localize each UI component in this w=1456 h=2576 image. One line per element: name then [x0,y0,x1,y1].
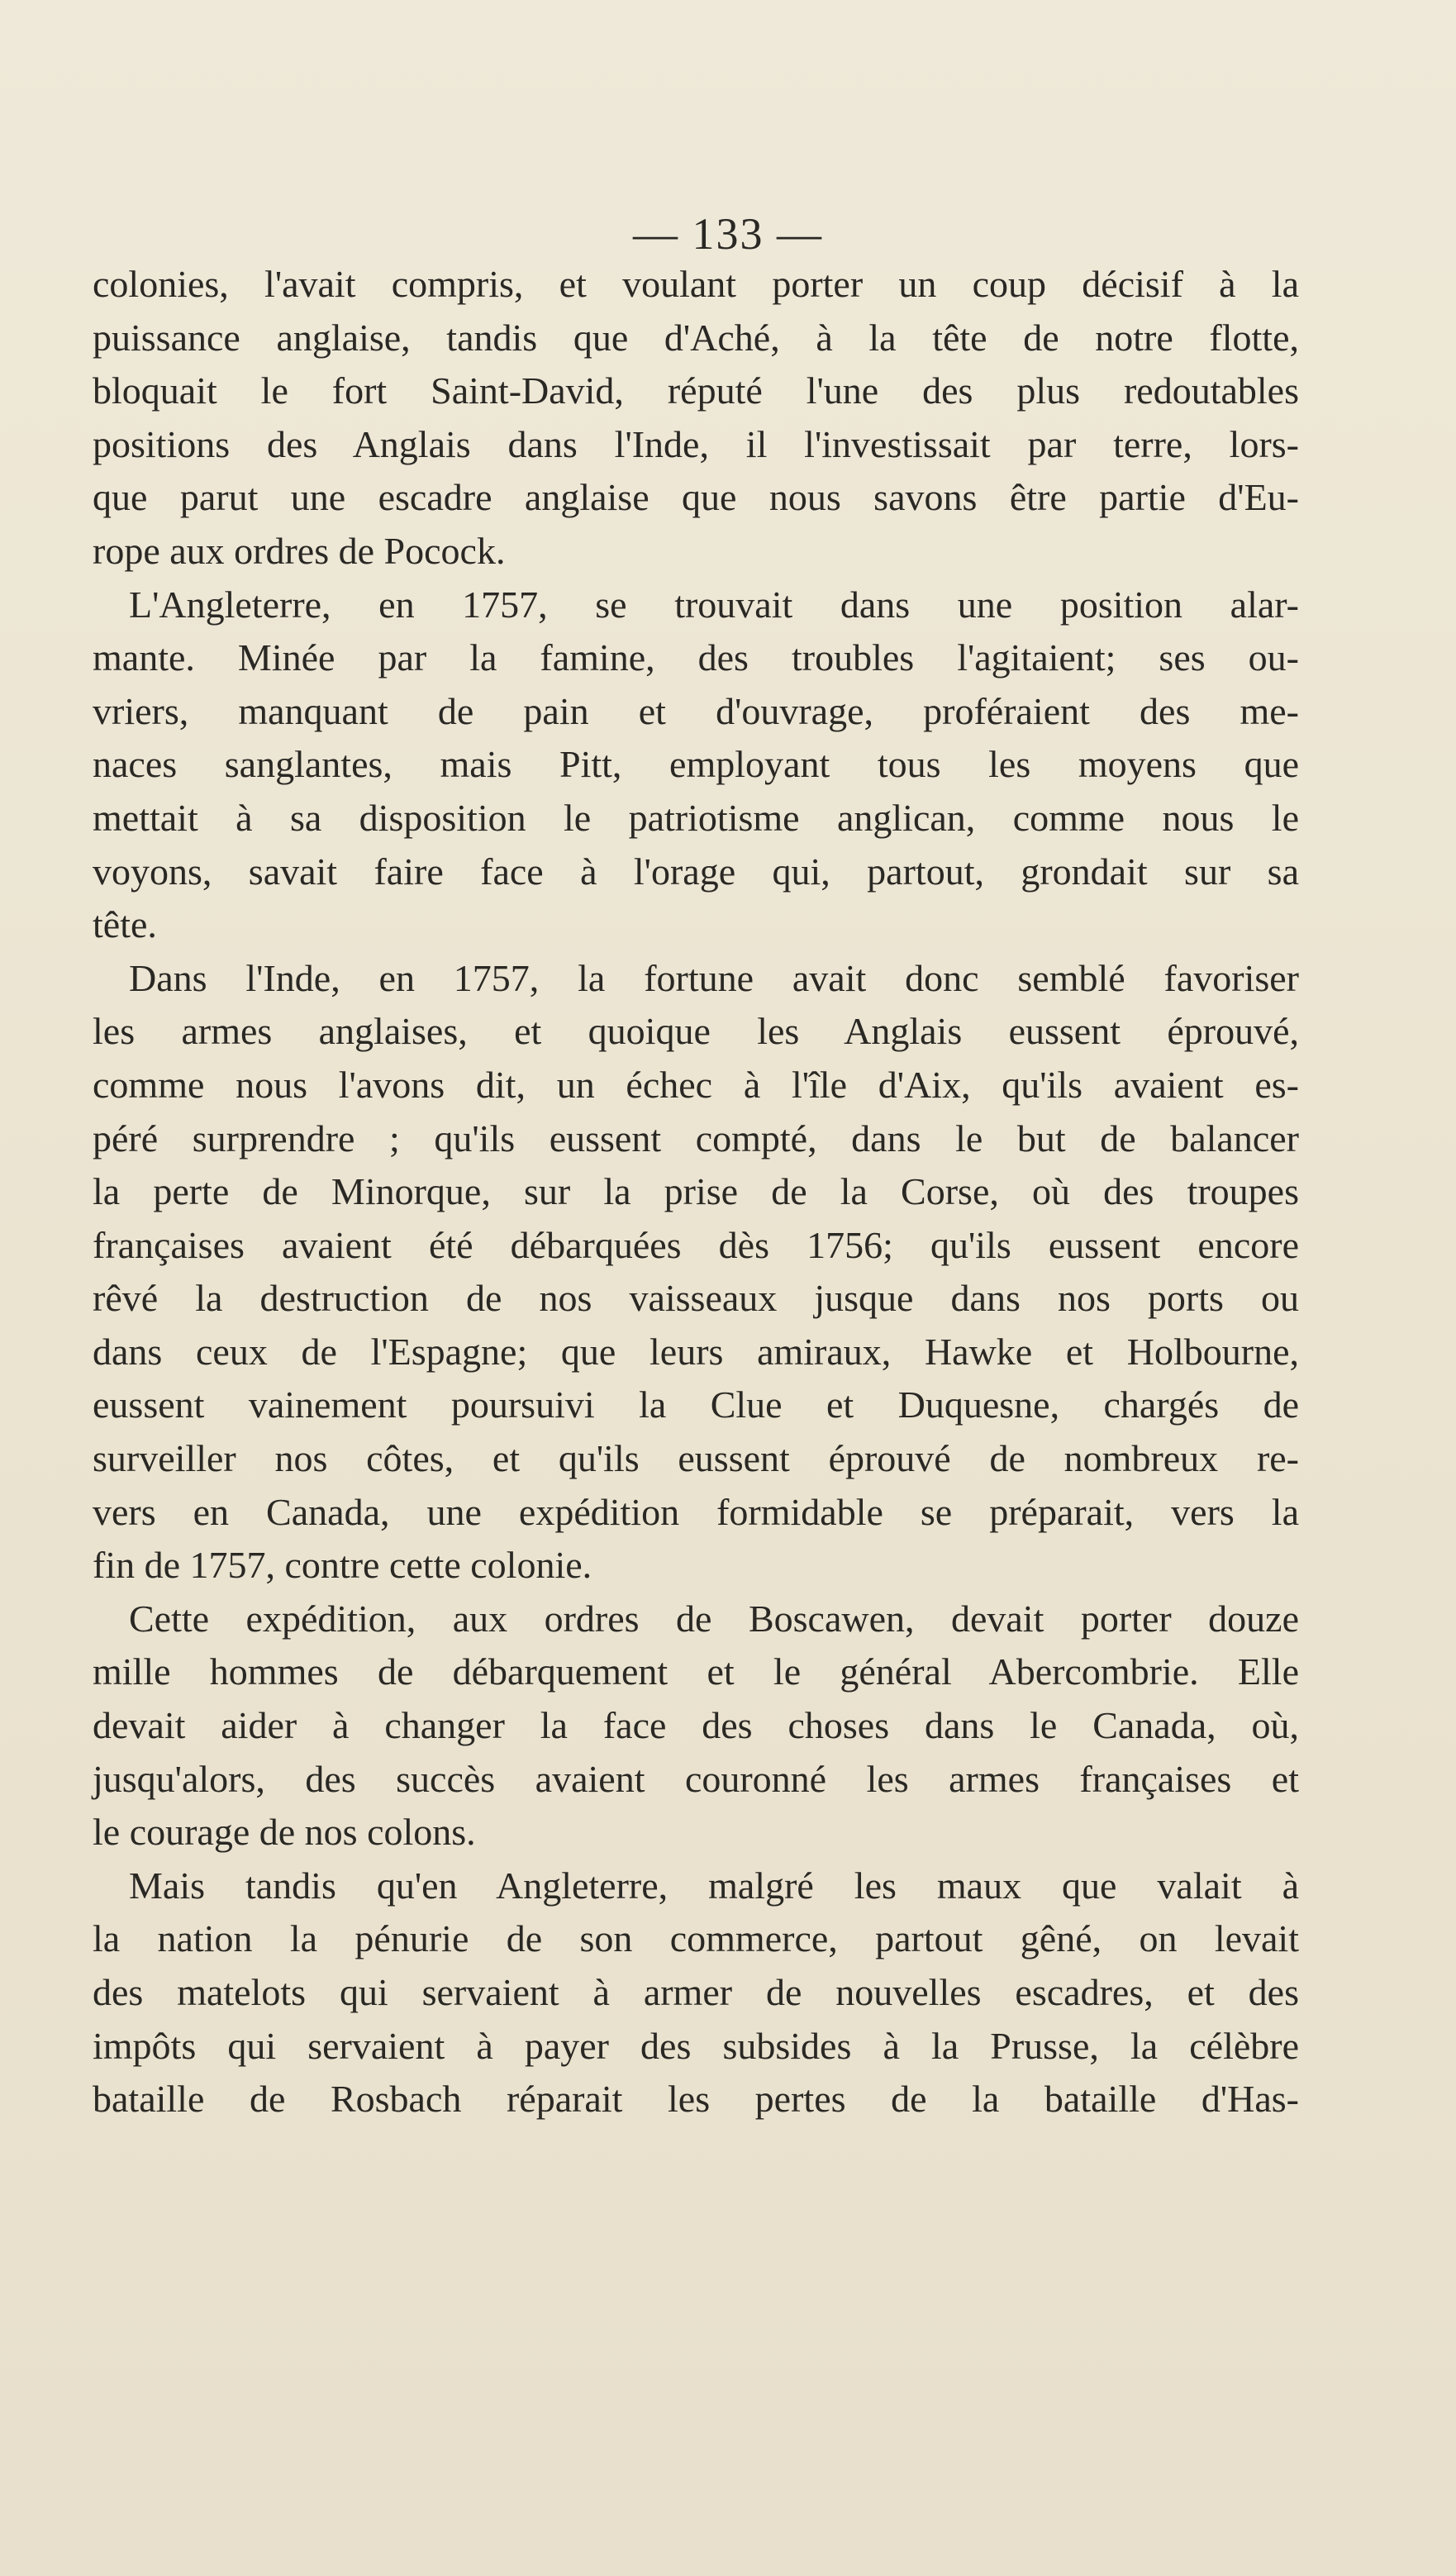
text-line: la nation la pénurie de son commerce, partout gêné, on levait [93,1917,1299,1960]
text-line: L'Angleterre, en 1757, se trouvait dans une position alar- [129,583,1299,626]
text-line: fin de 1757, contre cette colonie. [93,1544,592,1587]
text-line: mille hommes de débarquement et le général Abercombrie. Elle [93,1650,1299,1693]
text-line: dans ceux de l'Espagne; que leurs amiraux, Hawke et Holbourne, [93,1330,1299,1373]
text-line: Cette expédition, aux ordres de Boscawen, devait porter douze [129,1597,1299,1640]
text-line: françaises avaient été débarquées dès 1756; qu'ils eussent encore [93,1223,1299,1266]
text-line: impôts qui servaient à payer des subsides à la Prusse, la célèbre [93,2024,1299,2067]
text-line: mante. Minée par la famine, des troubles l'agitaient; ses ou- [93,636,1299,679]
text-line: Dans l'Inde, en 1757, la fortune avait donc semblé favoriser [129,956,1299,999]
text-line: Mais tandis qu'en Angleterre, malgré les maux que valait à [129,1864,1299,1907]
text-line: vers en Canada, une expédition formidable se préparait, vers la [93,1490,1299,1533]
text-line: bloquait le fort Saint-David, réputé l'une des plus redoutables [93,369,1299,412]
text-line: voyons, savait faire face à l'orage qui, partout, grondait sur sa [93,850,1299,893]
text-line: devait aider à changer la face des choses dans le Canada, où, [93,1704,1299,1747]
paragraph [93,579,1299,952]
text-line: vriers, manquant de pain et d'ouvrage, proféraient des me- [93,689,1299,732]
text-line: positions des Anglais dans l'Inde, il l'investissait par terre, lors- [93,422,1299,465]
text-line: péré surprendre ; qu'ils eussent compté, dans le but de balancer [93,1117,1299,1159]
text-line: rêvé la destruction de nos vaisseaux jusque dans nos ports ou [93,1277,1299,1320]
text-line: colonies, l'avait compris, et voulant porter un coup décisif à la [93,263,1299,305]
text-line: puissance anglaise, tandis que d'Aché, à la tête de notre flotte, [93,316,1299,359]
text-line: la perte de Minorque, sur la prise de la Corse, où des troupes [93,1170,1299,1213]
text-line: surveiller nos côtes, et qu'ils eussent éprouvé de nombreux re- [93,1437,1299,1480]
paragraph [93,1859,1299,2126]
text-line: que parut une escadre anglaise que nous savons être partie d'Eu- [93,476,1299,519]
page-number: — 133 — [633,209,823,259]
paragraph [93,1593,1299,1859]
text-line: tête. [93,903,157,946]
text-line: comme nous l'avons dit, un échec à l'île d'Aix, qu'ils avaient es- [93,1063,1299,1106]
text-line: mettait à sa disposition le patriotisme anglican, comme nous le [93,796,1299,839]
text-line: les armes anglaises, et quoique les Anglais eussent éprouvé, [93,1010,1299,1053]
text-line: rope aux ordres de Pocock. [93,529,506,572]
paragraph [93,258,1299,579]
text-line: jusqu'alors, des succès avaient couronné les armes françaises et [93,1757,1299,1800]
text-line: le courage de nos colons. [93,1811,476,1854]
text-line: bataille de Rosbach réparait les pertes de la bataille d'Has- [93,2078,1299,2121]
body-text [93,258,1299,2126]
text-line: des matelots qui servaient à armer de nouvelles escadres, et des [93,1971,1299,2013]
paragraph [93,952,1299,1593]
text-line: naces sanglantes, mais Pitt, employant tous les moyens que [93,743,1299,786]
text-line: eussent vainement poursuivi la Clue et Duquesne, chargés de [93,1383,1299,1426]
